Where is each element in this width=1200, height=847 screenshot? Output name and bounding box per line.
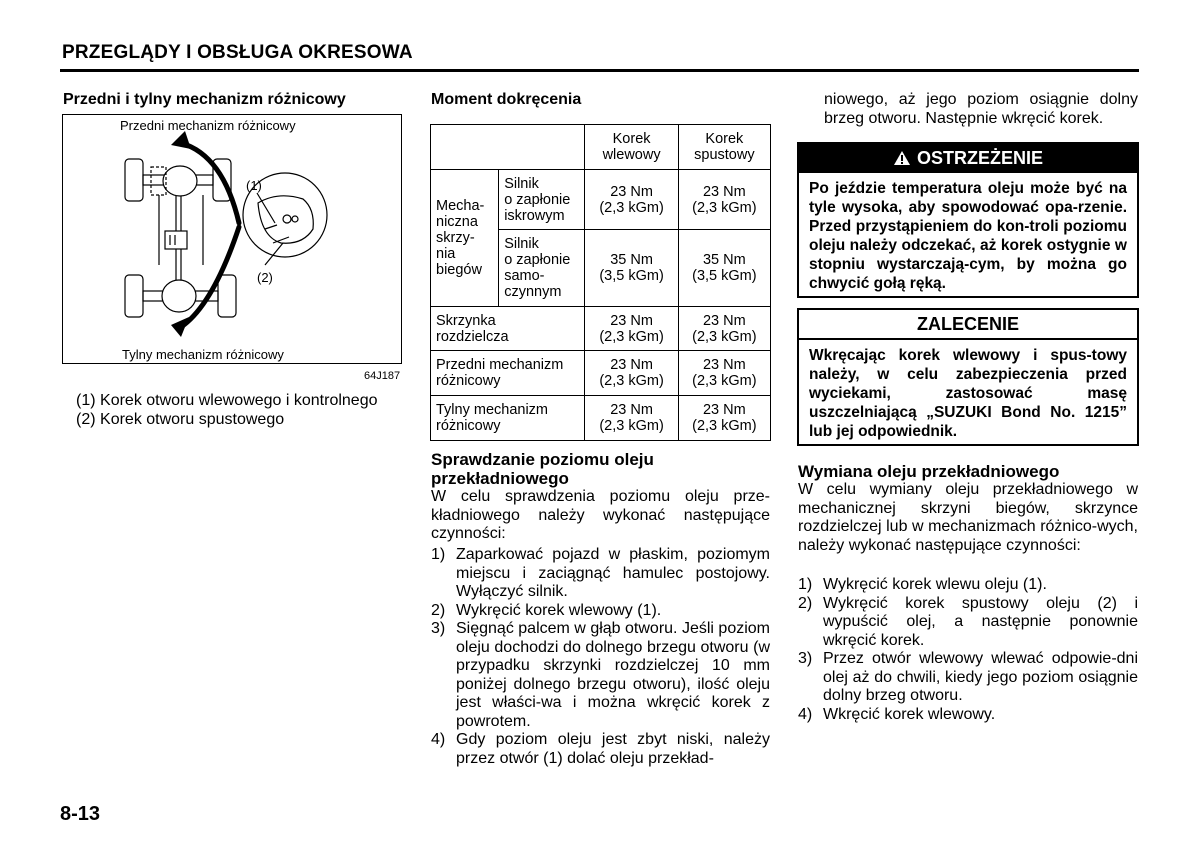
step-num: 1) — [798, 576, 813, 593]
step-text: Wykręcić korek wlewu oleju (1). — [823, 576, 1047, 593]
step-num: 3) — [431, 620, 446, 637]
rear-diff-label: Tylny mechanizm różnicowy — [431, 396, 585, 441]
step-num: 1) — [431, 546, 446, 563]
check-steps — [431, 546, 770, 768]
torque-value: 23 Nm (2,3 kGm) — [678, 396, 770, 441]
header-rule — [60, 69, 1139, 72]
check-step-4-continuation: niowego, aż jego poziom osiągnie dolny brzeg otworu. Następnie wkręcić korek. — [824, 91, 1138, 127]
list-item — [798, 650, 1138, 706]
torque-table — [430, 124, 771, 441]
legend-num: (2) — [76, 411, 96, 428]
figure-legend — [76, 391, 378, 429]
table-corner — [431, 125, 585, 170]
manual-gearbox-label: Mecha- niczna skrzy- nia biegów — [431, 170, 499, 307]
recommendation-box — [797, 308, 1139, 446]
step-text: Zaparkować pojazd w płaskim, poziomym miejscu i zaciągnąć hamulec postojowy. Wyłączyć silnik. — [456, 546, 770, 600]
list-item — [798, 706, 1138, 725]
step-text: Wkręcić korek wlewowy. — [823, 705, 996, 723]
step-num: 3) — [798, 650, 813, 667]
warning-header — [799, 144, 1137, 173]
step-num: 4) — [431, 731, 446, 748]
check-intro: W celu sprawdzenia poziomu oleju prze-kładniowego należy wykonać następujące czynności: — [431, 488, 770, 542]
torque-value: 23 Nm (2,3 kGm) — [678, 351, 770, 396]
step-text: Wykręcić korek spustowy oleju (2) i wypuścić olej, a następnie ponownie wkręcić korek. — [823, 594, 1138, 649]
diesel-engine-label: Silnik o zapłonie samo- czynnym — [499, 230, 585, 307]
list-item — [431, 620, 770, 731]
recommendation-text: Wkręcając korek wlewowy i spus-towy należy, w celu zabezpieczenia przed wyciekami, zastosować masę uszczelniającą „SUZUKI Bond No. 1215” lub jej odpowiednik. — [809, 347, 1127, 440]
warning-text: Po jeździe temperatura oleju może być na tyle wysoka, aby spowodować opa-rzenie. Przed przystąpieniem do kon-troli poziomu oleju należy odczekać, aż korek ostygnie w stopniu wystarczają-cym, by można go chwycić gołą ręką. — [809, 180, 1127, 292]
step-num: 2) — [431, 601, 446, 619]
change-steps — [798, 576, 1138, 724]
figure-label-front-diff: Przedni mechanizm różnicowy — [120, 118, 296, 133]
list-item — [431, 602, 770, 621]
page-header-title: PRZEGLĄDY I OBSŁUGA OKRESOWA — [62, 42, 413, 63]
legend-num: (1) — [76, 392, 96, 409]
warning-title: OSTRZEŻENIE — [916, 148, 1043, 168]
header-fill-plug: Korek wlewowy — [585, 125, 678, 170]
step-num: 4) — [798, 705, 813, 723]
page-number: 8-13 — [60, 803, 101, 825]
legend-item — [76, 410, 378, 429]
step-text: Wykręcić korek wlewowy (1). — [456, 601, 662, 619]
drivetrain-illustration — [63, 115, 401, 363]
torque-value: 35 Nm (3,5 kGm) — [678, 230, 770, 307]
torque-value: 23 Nm (2,3 kGm) — [585, 396, 678, 441]
diff-section-title: Przedni i tylny mechanizm różnicowy — [63, 91, 346, 108]
list-item — [798, 595, 1138, 651]
legend-text: Korek otworu wlewowego i kontrolnego — [100, 392, 378, 409]
step-text: Przez otwór wlewowy wlewać odpowie-dni olej aż do chwili, kiedy jego poziom osiągnie dolny brzeg otworu. — [823, 650, 1138, 704]
figure-callout-2: (2) — [257, 270, 273, 285]
change-intro: W celu wymiany oleju przekładniowego w mechanicznej skrzyni biegów, skrzynce rozdzielczej lub w mechanizmach różnico-wych, należy wykonać następujące czynności: — [798, 481, 1138, 554]
step-num: 2) — [798, 594, 813, 612]
torque-value: 23 Nm (2,3 kGm) — [585, 170, 678, 230]
torque-value: 23 Nm (2,3 kGm) — [678, 307, 770, 351]
figure-code: 64J187 — [364, 370, 401, 382]
list-item — [431, 546, 770, 602]
list-item — [431, 731, 770, 768]
diff-figure — [62, 114, 402, 364]
warning-box — [797, 142, 1139, 298]
torque-value: 23 Nm (2,3 kGm) — [585, 307, 678, 351]
warning-triangle-icon — [893, 150, 911, 166]
legend-text: Korek otworu spustowego — [100, 411, 285, 428]
list-item — [798, 576, 1138, 595]
torque-title: Moment dokręcenia — [431, 91, 582, 108]
transfer-case-label: Skrzynka rozdzielcza — [431, 307, 585, 351]
change-section-title: Wymiana oleju przekładniowego — [798, 462, 1060, 481]
torque-value: 23 Nm (2,3 kGm) — [585, 351, 678, 396]
front-diff-label: Przedni mechanizm różnicowy — [431, 351, 585, 396]
petrol-engine-label: Silnik o zapłonie iskrowym — [499, 170, 585, 230]
step-text: Gdy poziom oleju jest zbyt niski, należy przez otwór (1) dolać oleju przekład- — [456, 731, 770, 767]
figure-callout-1: (1) — [246, 178, 262, 193]
header-drain-plug: Korek spustowy — [678, 125, 770, 170]
recommendation-title: ZALECENIE — [799, 310, 1137, 340]
legend-item — [76, 391, 378, 410]
torque-value: 35 Nm (3,5 kGm) — [585, 230, 678, 307]
check-section-title: Sprawdzanie poziomu oleju przekładniowego — [431, 450, 654, 488]
torque-value: 23 Nm (2,3 kGm) — [678, 170, 770, 230]
figure-label-rear-diff: Tylny mechanizm różnicowy — [122, 347, 284, 362]
step-text: Sięgnąć palcem w głąb otworu. Jeśli poziom oleju dochodzi do dolnego brzegu otworu (w przypadku skrzynki rozdzielczej 10 mm poniżej dolnego brzegu otworu), ilość oleju jest właści-wa i można wkręcić korek z powrotem. — [456, 620, 770, 730]
